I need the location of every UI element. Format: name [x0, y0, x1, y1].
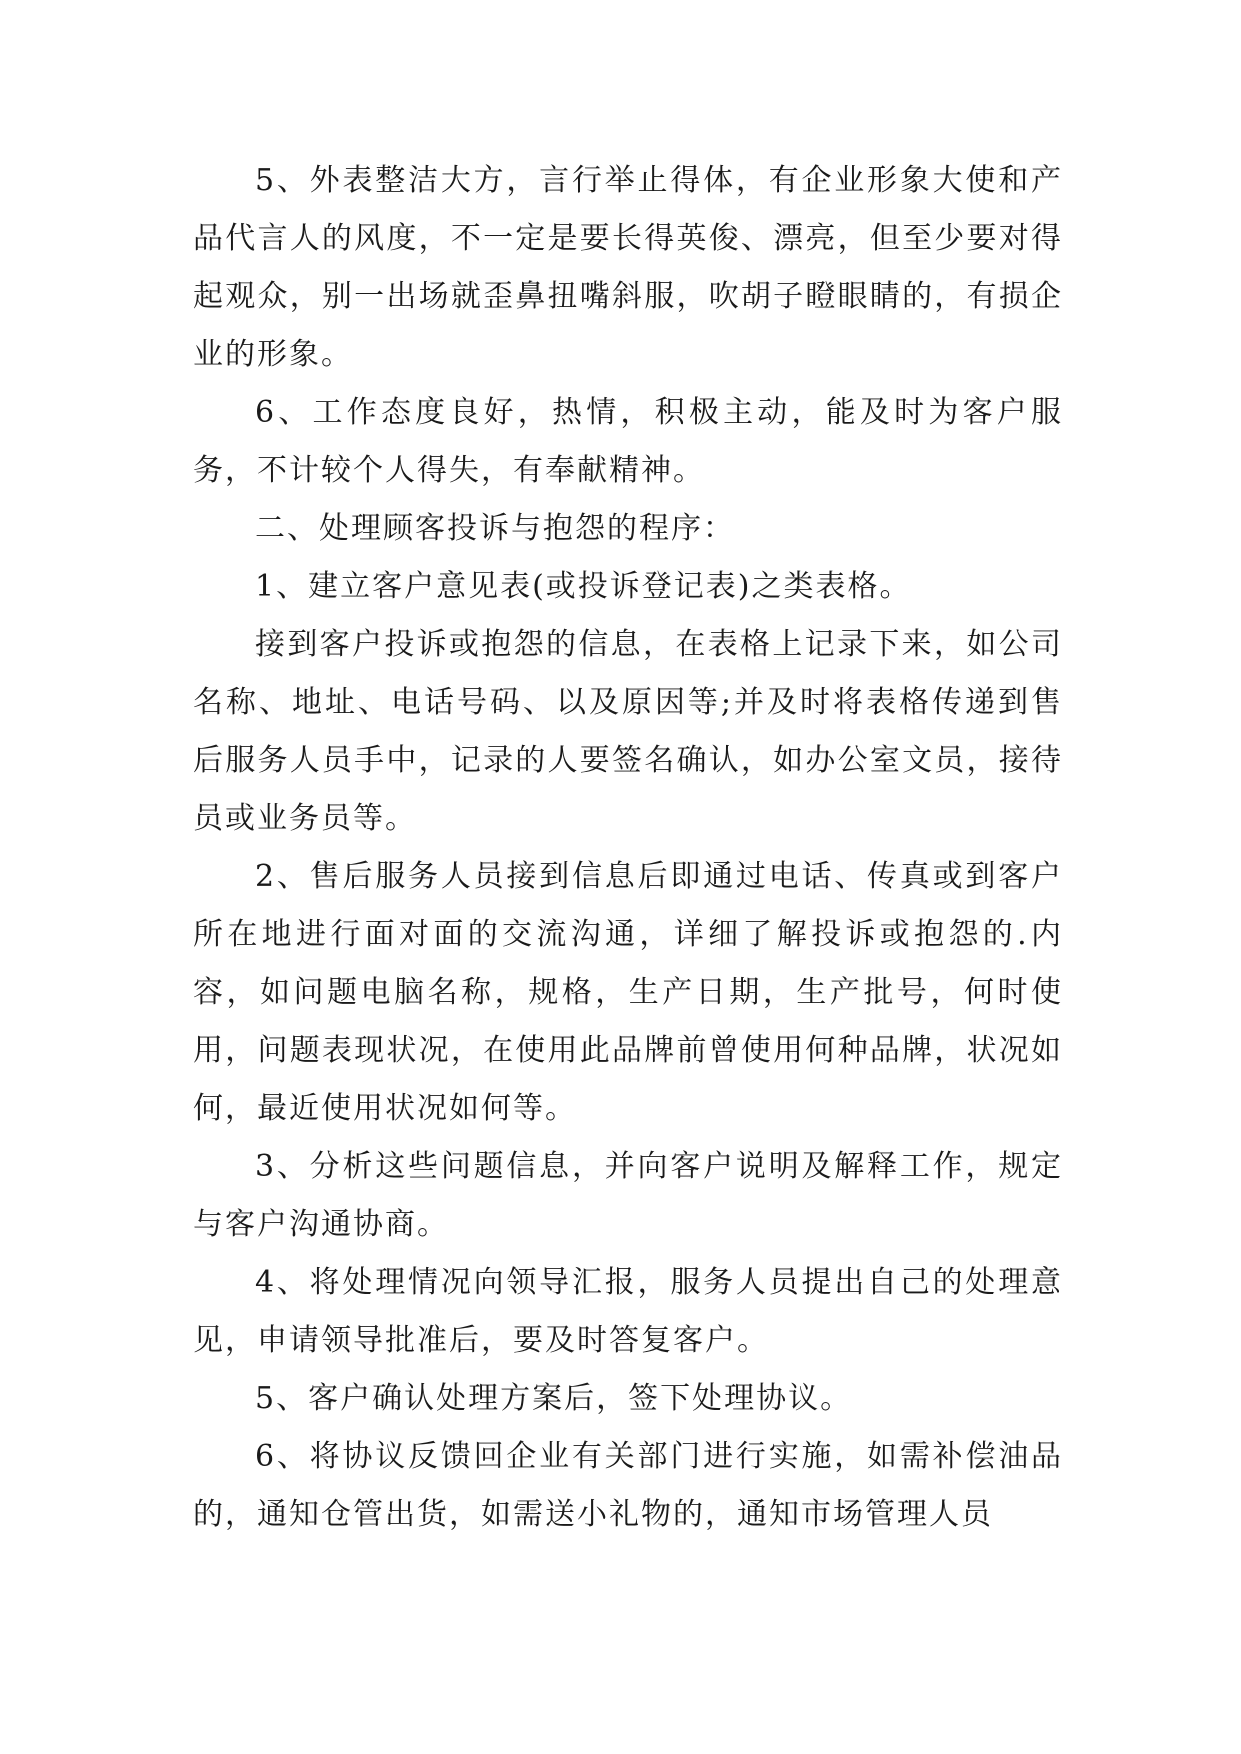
- document-body: [193, 152, 1063, 1544]
- paragraph-step-3: 3、分析这些问题信息，并向客户说明及解释工作，规定与客户沟通协商。: [193, 1149, 1063, 1242]
- paragraph-step-1-detail: 接到客户投诉或抱怨的信息，在表格上记录下来，如公司名称、地址、电话号码、以及原因等;并及时将表格传递到售后服务人员手中，记录的人要签名确认，如办公室文员，接待员或业务员等。: [193, 627, 1063, 836]
- paragraph-step-6: 6、将协议反馈回企业有关部门进行实施，如需补偿油品的，通知仓管出货，如需送小礼物的，通知市场管理人员: [193, 1439, 1063, 1532]
- paragraph-step-5: 5、客户确认处理方案后，签下处理协议。: [255, 1381, 853, 1416]
- paragraph-step-4: 4、将处理情况向领导汇报，服务人员提出自己的处理意见，申请领导批准后，要及时答复客户。: [193, 1265, 1063, 1358]
- paragraph-attitude: 6、工作态度良好，热情，积极主动，能及时为客户服务，不计较个人得失，有奉献精神。: [193, 395, 1063, 488]
- section-heading-complaint-procedure: 二、处理顾客投诉与抱怨的程序：: [255, 511, 735, 546]
- paragraph-step-2: 2、售后服务人员接到信息后即通过电话、传真或到客户所在地进行面对面的交流沟通，详细了解投诉或抱怨的.内容，如问题电脑名称，规格，生产日期，生产批号，何时使用，问题表现状况，在使用此品牌前曾使用何种品牌，状况如何，最近使用状况如何等。: [193, 859, 1063, 1126]
- paragraph-step-1: 1、建立客户意见表(或投诉登记表)之类表格。: [255, 569, 912, 604]
- paragraph-appearance: 5、外表整洁大方，言行举止得体，有企业形象大使和产品代言人的风度，不一定是要长得英俊、漂亮，但至少要对得起观众，别一出场就歪鼻扭嘴斜服，吹胡子瞪眼睛的，有损企业的形象。: [193, 163, 1063, 372]
